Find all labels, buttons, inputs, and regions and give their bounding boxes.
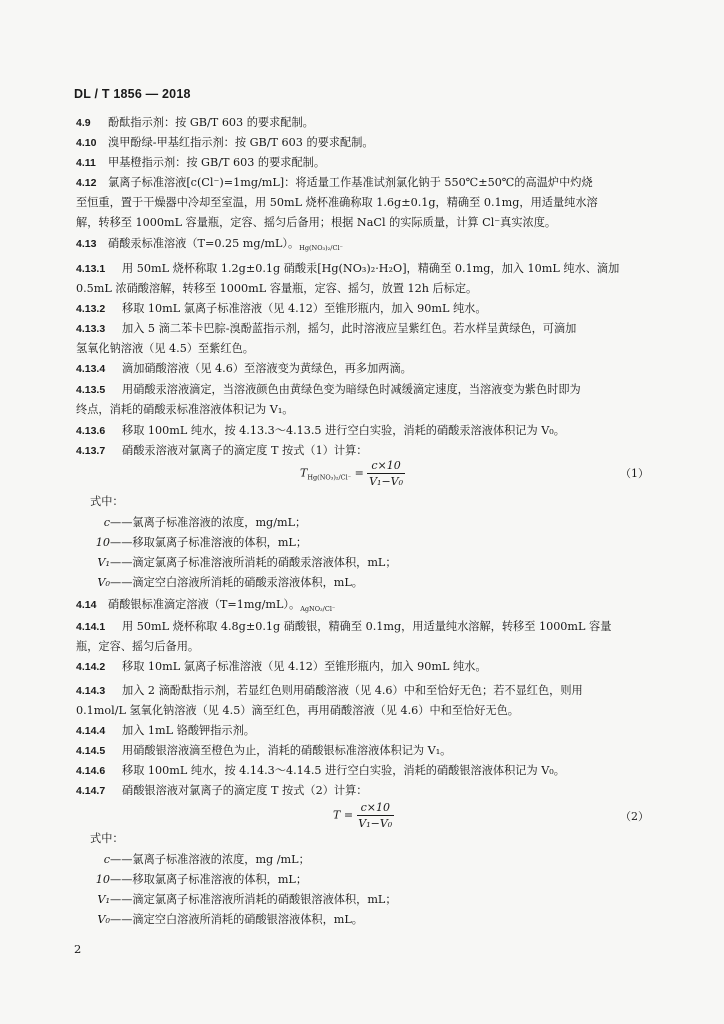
formula-1-eq: =	[354, 466, 364, 480]
clause-continuation-line	[76, 342, 254, 356]
legend-description: ——滴定空白溶液所消耗的硝酸银溶液体积，mL。	[110, 913, 363, 926]
formula-2-number: （2）	[620, 810, 649, 823]
clause-text: 加入 1mL 铬酸钾指示剂。	[122, 724, 255, 737]
clause-number: 4.13.1	[76, 263, 106, 275]
clause-continuation-line	[76, 704, 519, 718]
clause-text: 硝酸银标准滴定溶液（T=1mg/mL）。	[108, 598, 301, 611]
legend-symbol: c	[103, 516, 110, 529]
legend-row	[94, 556, 397, 570]
clause-number: 4.13.4	[76, 363, 106, 375]
legend-symbol: c	[103, 853, 110, 866]
clause-number: 4.13.6	[76, 425, 106, 437]
clause-line	[76, 237, 343, 255]
clause-text: 用 50mL 烧杯称取 4.8g±0.1g 硝酸银，精确至 0.1mg，用适量纯水溶解，转移至 1000mL 容量	[122, 620, 612, 633]
clause-continuation-line	[76, 196, 598, 210]
clause-continuation-line	[76, 403, 294, 417]
clause-number: 4.14.2	[76, 661, 106, 673]
clause-line	[76, 684, 583, 698]
clause-text: 移取 100mL 纯水，按 4.13.3～4.13.5 进行空白实验，消耗的硝酸汞溶液体积记为 V₀。	[122, 424, 565, 437]
clause-text: 0.5mL 浓硝酸溶解，转移至 1000mL 容量瓶，定容、摇匀，放置 12h 后标定。	[76, 282, 478, 295]
formula-1-number: （1）	[620, 467, 649, 480]
legend-label: 式中：	[90, 832, 124, 845]
legend-symbol: V₀	[97, 576, 110, 589]
clause-text: 至恒重，置于干燥器中冷却至室温，用 50mL 烧杯准确称取 1.6g±0.1g，精确至 0.1mg，用适量纯水溶	[76, 196, 598, 209]
clause-line	[76, 322, 576, 336]
clause-text: 硝酸汞标准溶液（T=0.25 mg/mL）。	[108, 237, 300, 250]
page-number: 2	[74, 942, 82, 956]
clause-text: 解，转移至 1000mL 容量瓶，定容、摇匀后备用；根据 NaCl 的实际质量，计算 Cl⁻真实浓度。	[76, 216, 557, 229]
formula-1-fraction	[367, 459, 404, 488]
formula-1-numerator: c×10	[367, 459, 404, 474]
formula-2	[333, 801, 394, 830]
clause-continuation-line	[76, 282, 477, 296]
legend-row	[94, 893, 397, 907]
clause-text: 甲基橙指示剂：按 GB/T 603 的要求配制。	[108, 156, 326, 169]
clause-text: 用硝酸银溶液滴至橙色为止，消耗的硝酸银标准溶液体积记为 V₁。	[122, 744, 452, 757]
clause-number: 4.13.7	[76, 445, 106, 457]
legend-description: ——氯离子标准溶液的浓度，mg /mL；	[110, 853, 310, 866]
clause-continuation-line	[76, 216, 556, 230]
formula-2-eq: =	[343, 808, 354, 822]
clause-line	[76, 764, 565, 778]
clause-text: 终点，消耗的硝酸汞标准溶液体积记为 V₁。	[76, 403, 294, 416]
legend-symbol: V₀	[97, 913, 110, 926]
legend-symbol: V₁	[97, 556, 110, 569]
clause-line	[76, 262, 619, 276]
clause-text: 0.1mol/L 氢氧化钠溶液（见 4.5）滴至红色，再用硝酸溶液（见 4.6）中和至恰好无色。	[76, 704, 519, 717]
clause-line	[76, 724, 255, 738]
formula-1-lhs-sub: Hg(NO₃)₂/Cl⁻	[307, 473, 352, 482]
legend-row	[94, 873, 307, 887]
formula-2-lhs: T	[333, 808, 341, 822]
clause-text: 滴加硝酸溶液（见 4.6）至溶液变为黄绿色，再多加两滴。	[122, 362, 412, 375]
clause-continuation-line	[76, 640, 199, 654]
legend-row	[94, 853, 310, 867]
legend-symbol: 10	[95, 873, 110, 886]
clause-line	[76, 784, 367, 798]
legend-symbol: 10	[95, 536, 110, 549]
clause-number: 4.13.5	[76, 384, 106, 396]
formula-1	[300, 459, 405, 488]
clause-number: 4.14	[76, 599, 97, 611]
clause-number: 4.11	[76, 157, 96, 169]
formula-2-denominator: V₁−V₀	[358, 817, 393, 830]
clause-number: 4.13	[76, 238, 97, 250]
clause-line	[76, 176, 593, 190]
clause-line	[76, 620, 611, 634]
clause-text: 用硝酸汞溶液滴定，当溶液颜色由黄绿色变为暗绿色时减缓滴定速度，当溶液变为紫色时即为	[122, 383, 581, 396]
legend-label: 式中：	[90, 495, 124, 508]
clause-text: 用 50mL 烧杯称取 1.2g±0.1g 硝酸汞[Hg(NO₃)₂·H₂O]，精确至 0.1mg，加入 10mL 纯水、滴加	[122, 262, 620, 275]
legend-description: ——滴定氯离子标准溶液所消耗的硝酸银溶液体积，mL；	[110, 893, 397, 906]
clause-number: 4.13.2	[76, 303, 106, 315]
formula-1-lhs: T	[300, 466, 308, 480]
clause-number: 4.10	[76, 137, 97, 149]
clause-number: 4.13.3	[76, 323, 106, 335]
legend-description: ——移取氯离子标准溶液的体积，mL；	[110, 536, 308, 549]
clause-number: 4.14.7	[76, 785, 106, 797]
legend-symbol: V₁	[97, 893, 110, 906]
clause-text: 氢氧化钠溶液（见 4.5）至紫红色。	[76, 342, 254, 355]
clause-line	[76, 383, 581, 397]
clause-text: 氯离子标准溶液[c(Cl⁻)=1mg/mL]：将适量工作基准试剂氯化钠于 550℃±50℃的高温炉中灼烧	[108, 176, 593, 189]
clause-text: 移取 10mL 氯离子标准溶液（见 4.12）至锥形瓶内，加入 90mL 纯水。	[122, 302, 487, 315]
titer-subscript: Hg(NO₃)₂/Cl⁻	[299, 244, 343, 252]
formula-1-denominator: V₁−V₀	[369, 475, 404, 488]
standard-code-header: DL / T 1856 — 2018	[74, 87, 191, 101]
clause-line	[76, 598, 335, 616]
legend-row	[94, 536, 307, 550]
clause-line	[76, 302, 487, 316]
clause-line	[76, 156, 325, 170]
clause-line	[76, 116, 314, 130]
legend-row	[94, 913, 363, 927]
clause-text: 移取 10mL 氯离子标准溶液（见 4.12）至锥形瓶内，加入 90mL 纯水。	[122, 660, 487, 673]
clause-line	[76, 444, 367, 458]
clause-line	[76, 136, 374, 150]
clause-number: 4.14.1	[76, 621, 106, 633]
titer-subscript: AgNO₃/Cl⁻	[300, 605, 336, 613]
clause-line	[76, 362, 412, 376]
legend-description: ——氯离子标准溶液的浓度，mg/mL；	[110, 516, 307, 529]
clause-number: 4.14.3	[76, 685, 106, 697]
legend-description: ——滴定空白溶液所消耗的硝酸汞溶液体积，mL。	[110, 576, 363, 589]
clause-number: 4.14.6	[76, 765, 106, 777]
clause-text: 酚酞指示剂：按 GB/T 603 的要求配制。	[108, 116, 314, 129]
clause-text: 溴甲酚绿-甲基红指示剂：按 GB/T 603 的要求配制。	[108, 136, 374, 149]
clause-text: 瓶，定容、摇匀后备用。	[76, 640, 200, 653]
formula-2-numerator: c×10	[357, 801, 394, 816]
clause-line	[76, 660, 487, 674]
legend-row	[94, 576, 363, 590]
legend-description: ——移取氯离子标准溶液的体积，mL；	[110, 873, 308, 886]
clause-text: 加入 2 滴酚酞指示剂，若显红色则用硝酸溶液（见 4.6）中和至恰好无色；若不显红色，则用	[122, 684, 583, 697]
clause-text: 加入 5 滴二苯卡巴腙-溴酚蓝指示剂，摇匀，此时溶液应呈紫红色。若水样呈黄绿色，可滴加	[122, 322, 577, 335]
clause-line	[76, 744, 451, 758]
clause-text: 硝酸汞溶液对氯离子的滴定度 T 按式（1）计算：	[122, 444, 368, 457]
legend-description: ——滴定氯离子标准溶液所消耗的硝酸汞溶液体积，mL；	[110, 556, 397, 569]
formula-2-fraction	[357, 801, 394, 830]
clause-number: 4.14.4	[76, 725, 106, 737]
clause-number: 4.9	[76, 117, 91, 129]
clause-line	[76, 424, 565, 438]
legend-row	[94, 516, 306, 530]
clause-number: 4.14.5	[76, 745, 106, 757]
clause-text: 移取 100mL 纯水，按 4.14.3～4.14.5 进行空白实验，消耗的硝酸银溶液体积记为 V₀。	[122, 764, 565, 777]
clause-text: 硝酸银溶液对氯离子的滴定度 T 按式（2）计算：	[122, 784, 368, 797]
clause-number: 4.12	[76, 177, 97, 189]
